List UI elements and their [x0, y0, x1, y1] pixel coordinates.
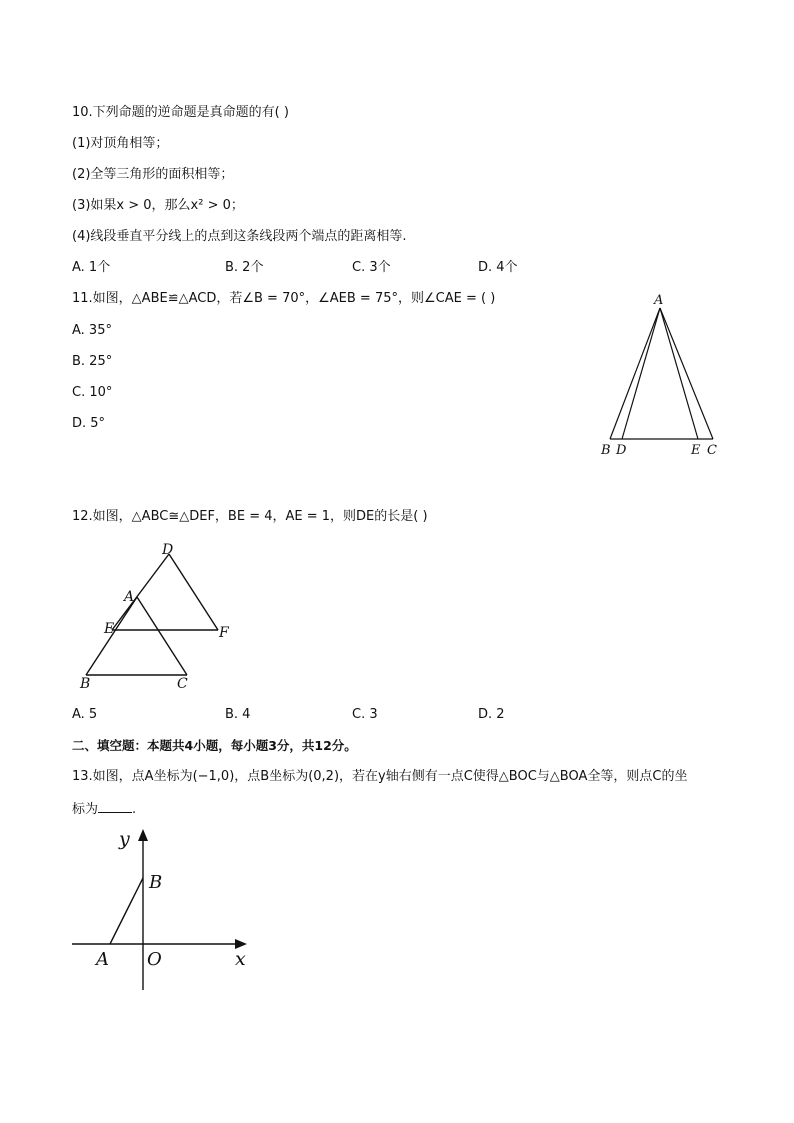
q12-label-e: E [104, 621, 115, 637]
q11-label-b: B [601, 443, 611, 458]
q12-label-a: A [124, 589, 135, 605]
q11-option-b: B. 25° [72, 354, 113, 369]
q11-label-e: E [691, 443, 701, 458]
q11-option-c: C. 10° [72, 385, 113, 400]
q13-stem-line2 [72, 800, 136, 819]
q11-option-d: D. 5° [72, 416, 106, 431]
q12-stem: 12.如图，△ABC≅△DEF，BE = 4，AE = 1，则DE的长是( ) [72, 509, 428, 524]
q11-seg-ac [660, 308, 713, 439]
q10-option-a: A. 1个 [72, 260, 111, 275]
q13-label-a: A [96, 949, 109, 970]
q10-item-2: (2)全等三角形的面积相等； [72, 167, 234, 182]
q10-item-3: (3)如果x > 0，那么x² > 0； [72, 198, 244, 213]
q11-label-a: A [654, 293, 664, 308]
q10-option-d: D. 4个 [478, 260, 518, 275]
q11-stem: 11.如图，△ABE≌△ACD，若∠B = 70°，∠AEB = 75°，则∠CAE = ( ) [72, 291, 496, 306]
q12-label-b: B [80, 676, 91, 692]
q13-stem-line1: 13.如图，点A坐标为(−1,0)，点B坐标为(0,2)，若在y轴右侧有一点C使得△BOC与△BOA全等，则点C的坐 [72, 769, 688, 784]
q10-option-c: C. 3个 [352, 260, 391, 275]
q13-stem-line2-prefix: 标为 [72, 802, 99, 817]
q13-coordinate-figure [65, 825, 265, 995]
q13-label-o: O [147, 949, 162, 970]
q13-label-y: y [119, 828, 130, 850]
q12-option-d: D. 2 [478, 707, 505, 722]
q11-triangle-figure [595, 290, 725, 462]
q12-seg-ac [137, 597, 187, 675]
q12-option-a: A. 5 [72, 707, 98, 722]
q12-label-c: C [177, 676, 188, 692]
q13-y-axis-arrow [138, 829, 148, 841]
q10-item-4: (4)线段垂直平分线上的点到这条线段两个端点的距离相等. [72, 229, 407, 244]
q11-seg-ad [622, 308, 660, 439]
section-heading-fill-in: 二、填空题：本题共4小题，每小题3分，共12分。 [72, 738, 357, 753]
q10-item-1: (1)对顶角相等； [72, 136, 169, 151]
q12-option-c: C. 3 [352, 707, 378, 722]
q11-seg-ab [610, 308, 660, 439]
q13-stem-line2-suffix: . [132, 802, 137, 817]
q11-label-c: C [707, 443, 717, 458]
q13-answer-blank [98, 800, 132, 813]
q10-stem: 10.下列命题的逆命题是真命题的有( ) [72, 105, 289, 120]
q11-seg-ae [660, 308, 698, 439]
q12-label-d: D [162, 542, 174, 558]
q12-seg-de [112, 554, 169, 630]
q13-label-b: B [149, 872, 163, 893]
q12-triangles-figure [75, 540, 240, 695]
q12-label-f: F [219, 625, 229, 641]
q10-option-b: B. 2个 [225, 260, 264, 275]
q11-label-d: D [616, 443, 627, 458]
q13-label-x: x [235, 948, 246, 970]
q12-seg-df [169, 554, 218, 630]
q12-option-b: B. 4 [225, 707, 251, 722]
q13-seg-ab [110, 878, 143, 944]
q11-option-a: A. 35° [72, 323, 112, 338]
